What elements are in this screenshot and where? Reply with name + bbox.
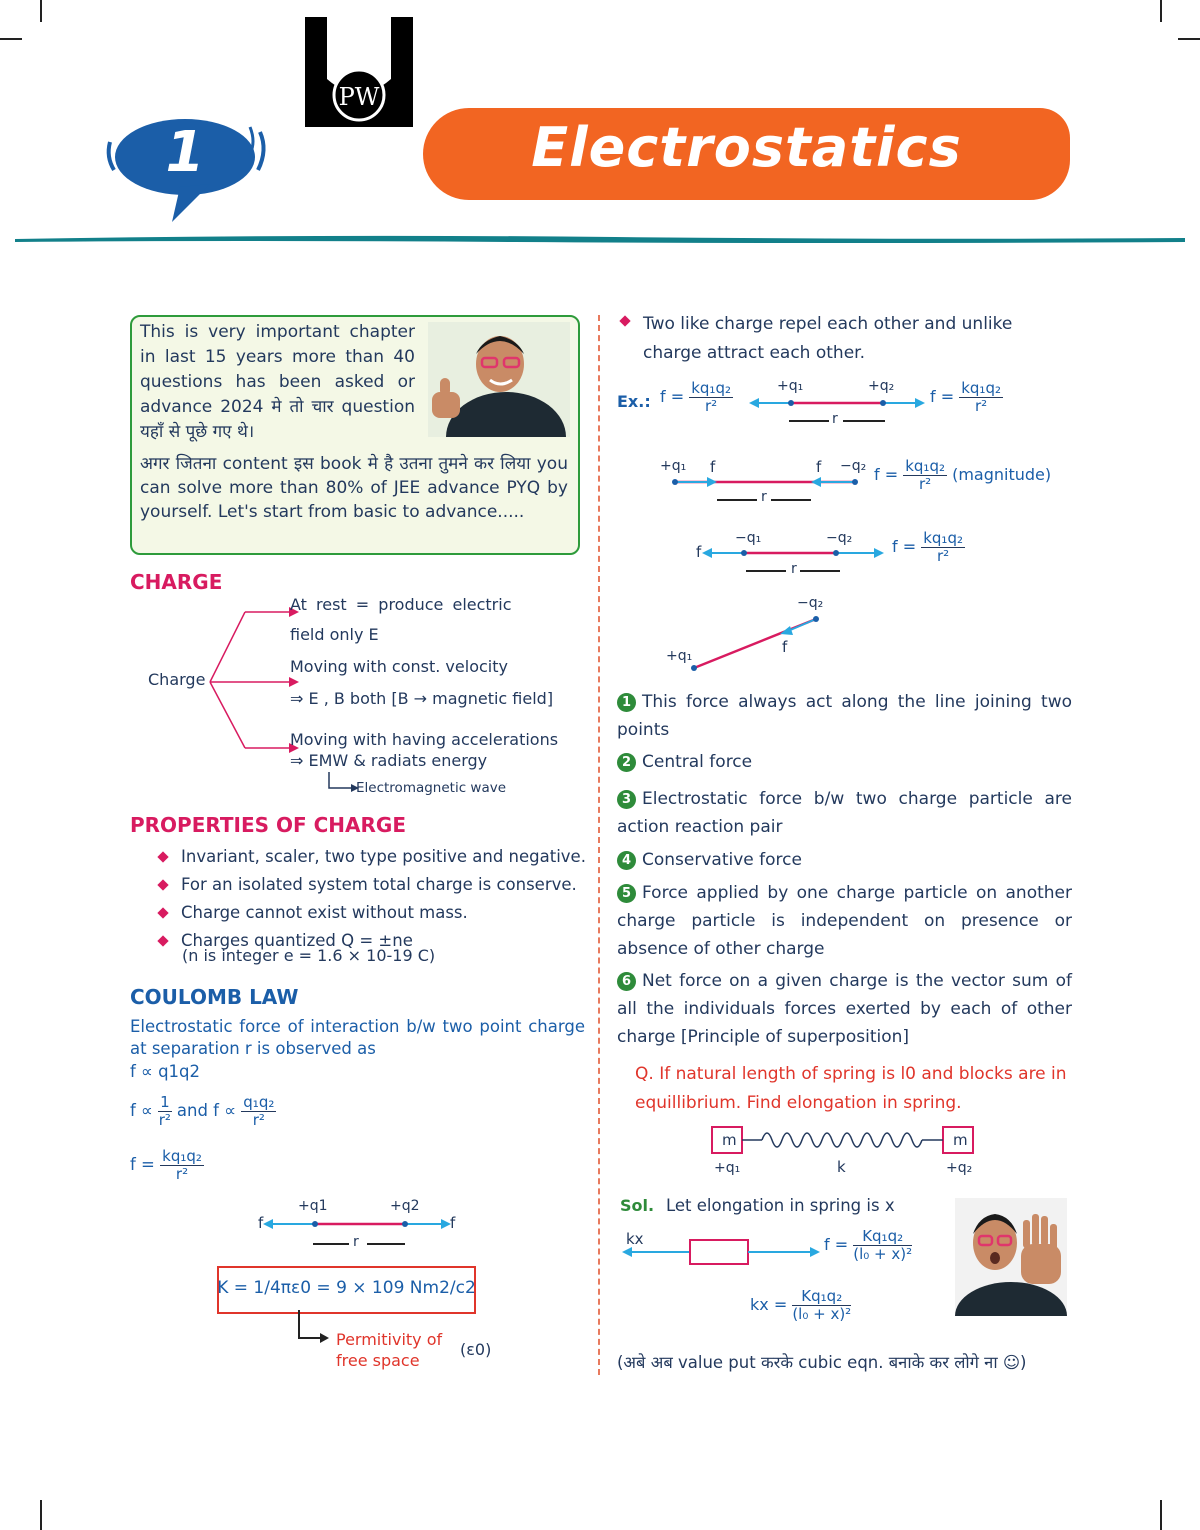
coulomb-desc: Electrostatic force of interaction b/w two point charge at separation r is observed as	[130, 1017, 585, 1058]
column-divider	[598, 315, 600, 1375]
ex1-q1: +q₁	[777, 378, 804, 394]
frac-kq1q2-r2: $\frac{\text{kq₁q₂}}{\text{r²}}$	[905, 457, 945, 493]
number-badge: 5	[617, 884, 636, 903]
properties-list	[155, 846, 595, 958]
ex2-f1: f	[710, 458, 716, 476]
spring-q2: +q₂	[946, 1160, 973, 1176]
branch-accel-c: Electromagnetic wave	[356, 780, 507, 796]
number-badge: 4	[617, 851, 636, 870]
permittivity-arrow	[292, 1310, 332, 1344]
coulomb-q2: +q2	[390, 1198, 420, 1214]
coulomb-heading: COULOMB LAW	[130, 985, 299, 1009]
frac-Kq1q2-l0x2: $\frac{\text{Kq₁q₂}}{\text{(l₀ + x)²}}$	[792, 1287, 852, 1323]
number-badge: 6	[617, 972, 636, 991]
kx-label: kx	[626, 1230, 644, 1248]
ex3-f: f	[696, 543, 702, 561]
frac-q1q2-over-r2: $\frac{\text{q₁q₂}}{\text{r²}}$	[243, 1093, 275, 1129]
crop-mark	[1178, 38, 1200, 40]
ex2-f2: f	[816, 458, 822, 476]
footer-note: (अबे अब value put करके cubic eqn. बनाके कर लोगे ना ☺)	[617, 1353, 1027, 1372]
chapter-badge	[100, 112, 280, 227]
properties-item: Invariant, scaler, two type positive and negative.	[155, 846, 595, 868]
ex-label: Ex.:	[617, 392, 651, 411]
branch-accel-a: Moving with having accelerations	[290, 730, 559, 749]
crop-mark	[0, 38, 22, 40]
question-text: Q. If natural length of spring is l0 and blocks are in equillibrium. Find elongation in spring.	[635, 1064, 1067, 1113]
numbered-item-3: 3 Electrostatic force b/w two charge particle are action reaction pair	[617, 789, 1072, 837]
magnitude-label: (magnitude)	[952, 465, 1052, 484]
properties-heading: PROPERTIES OF CHARGE	[130, 813, 406, 837]
spring-q1: +q₁	[714, 1160, 741, 1176]
crop-mark	[1160, 0, 1162, 22]
coulomb-f-left: f	[258, 1214, 264, 1232]
crop-mark	[1160, 1500, 1162, 1530]
charge-heading: CHARGE	[130, 570, 223, 594]
crop-mark	[40, 1500, 42, 1530]
k-constant-text: K = 1/4πε0 = 9 × 109 Nm2/c2	[217, 1278, 476, 1298]
charge-root-label: Charge	[148, 670, 206, 689]
properties-item: Charge cannot exist without mass.	[155, 902, 595, 924]
properties-item: For an isolated system total charge is conserve.	[155, 874, 595, 896]
teacher-photo-2	[955, 1198, 1067, 1316]
epsilon-label: (ε0)	[460, 1340, 492, 1359]
repel-text: Two like charge repel each other and unlike charge attract each other.	[617, 310, 1072, 368]
teacher-hand-icon	[955, 1198, 1067, 1316]
solution-block-diagram	[620, 1235, 830, 1269]
branch-const-velocity-b: ⇒ E , B both [B → magnetic field]	[290, 689, 554, 708]
numbered-item-4: 4 Conservative force	[617, 846, 1072, 874]
branch-const-velocity-a: Moving with const. velocity	[290, 657, 508, 676]
ex2-formula: f = $\frac{\text{kq₁q₂}}{\text{r²}}$ (magnitude)	[874, 457, 1052, 493]
sol-f-formula: f = $\frac{\text{Kq₁q₂}}{\text{(l₀ + x)²}}$	[824, 1227, 913, 1263]
spring-m-right: m	[953, 1131, 968, 1149]
frac-kq1q2-r2: $\frac{\text{kq₁q₂}}{\text{r²}}$	[923, 529, 963, 565]
coulomb-force-diagram	[255, 1200, 475, 1255]
coulomb-and: and f ∝	[176, 1101, 237, 1120]
ex2-q2: −q₂	[840, 458, 867, 474]
coulomb-r: r	[353, 1234, 359, 1250]
frac-kq1q2-r2: $\frac{\text{kq₁q₂}}{\text{r²}}$	[961, 379, 1001, 415]
numbered-item-1: 1 This force always act along the line joining two points	[617, 692, 1072, 740]
ex-right-formula: f = $\frac{\text{kq₁q₂}}{\text{r²}}$	[930, 379, 1001, 415]
ex3-q1: −q₁	[735, 530, 762, 546]
coulomb-inverse-row	[130, 1094, 276, 1129]
coulomb-f-inv: f ∝	[130, 1101, 153, 1120]
ex2-q1: +q₁	[660, 458, 687, 474]
ex3-r: r	[791, 561, 797, 577]
spring-k: k	[837, 1158, 846, 1176]
intro-text-2: अगर जितना content इस book मे है उतना तुमने कर लिया you can solve more than 80% of JEE advance PYQ by yourself. Let's start from basic to advance.....	[140, 454, 568, 522]
coulomb-eq-row	[130, 1148, 204, 1183]
slant-q1: +q₁	[666, 648, 693, 664]
numbered-item-5: 5 Force applied by one charge particle on another charge particle is independent on presence or absence of other charge	[617, 883, 1072, 959]
ex-left-formula: f = $\frac{\text{kq₁q₂}}{\text{r²}}$	[660, 379, 731, 415]
svg-text:PW: PW	[338, 83, 380, 111]
repel-bullet	[617, 310, 1072, 374]
coulomb-f-prop: f ∝ q1q2	[130, 1062, 201, 1081]
ex1-q2: +q₂	[868, 378, 895, 394]
header-rule	[15, 232, 1185, 244]
number-badge: 2	[617, 753, 636, 772]
sol-kx-formula: kx = $\frac{\text{Kq₁q₂}}{\text{(l₀ + x)²}}$	[750, 1287, 852, 1323]
slanted-force-diagram	[680, 605, 830, 675]
properties-item: Charges quantized Q = ±ne	[155, 930, 595, 952]
chapter-number: 1	[165, 120, 205, 185]
branch-accel-b: ⇒ EMW & radiats energy	[290, 751, 488, 770]
chapter-title: Electrostatics	[531, 116, 962, 179]
permittivity-label: Permitivity of free space	[336, 1330, 443, 1370]
ex3-q2: −q₂	[826, 530, 853, 546]
branch-rest-a: At rest = produce electric	[290, 595, 512, 614]
ex2-r: r	[761, 489, 767, 505]
intro-text-1: This is very important chapter in last 15 years more than 40 questions has been asked or advance 2024 मे तो चार question यहाँ से पूछे गए थे।	[140, 322, 415, 442]
ex3-formula: f = $\frac{\text{kq₁q₂}}{\text{r²}}$	[892, 529, 963, 565]
slant-f: f	[782, 638, 788, 656]
teacher-photo	[428, 322, 570, 437]
numbered-item-6: 6 Net force on a given charge is the vector sum of all the individuals forces exerted by each of other charge [Principle of superposition]	[617, 971, 1072, 1047]
slant-q2: −q₂	[797, 595, 824, 611]
teacher-thumbs-up-icon	[428, 322, 570, 437]
frac-Kq1q2-l0x2: $\frac{\text{Kq₁q₂}}{\text{(l₀ + x)²}}$	[853, 1227, 913, 1263]
properties-note: (n is integer e = 1.6 × 10-19 C)	[182, 946, 436, 965]
pw-logo-icon	[305, 17, 413, 127]
frac-one-over-r2: $\frac{1}{\text{r²}}$	[158, 1093, 171, 1129]
coulomb-f-right: f	[450, 1214, 456, 1232]
branch-rest-b: field only E	[290, 625, 379, 644]
ex1-r: r	[832, 411, 838, 427]
spring-m-left: m	[722, 1131, 737, 1149]
pw-logo	[305, 17, 413, 127]
crop-mark	[40, 0, 42, 22]
coulomb-f-eq: f =	[130, 1155, 155, 1174]
frac-kq1q2-over-r2: $\frac{\text{kq₁q₂}}{\text{r²}}$	[162, 1147, 202, 1183]
spring-diagram	[710, 1125, 980, 1157]
coulomb-q1: +q1	[298, 1198, 328, 1214]
numbered-item-2: 2 Central force	[617, 748, 1072, 776]
number-badge: 3	[617, 790, 636, 809]
solution-text: Let elongation in spring is x	[666, 1196, 895, 1215]
frac-kq1q2-r2: $\frac{\text{kq₁q₂}}{\text{r²}}$	[691, 379, 731, 415]
solution-label: Sol.	[620, 1196, 655, 1215]
number-badge: 1	[617, 693, 636, 712]
